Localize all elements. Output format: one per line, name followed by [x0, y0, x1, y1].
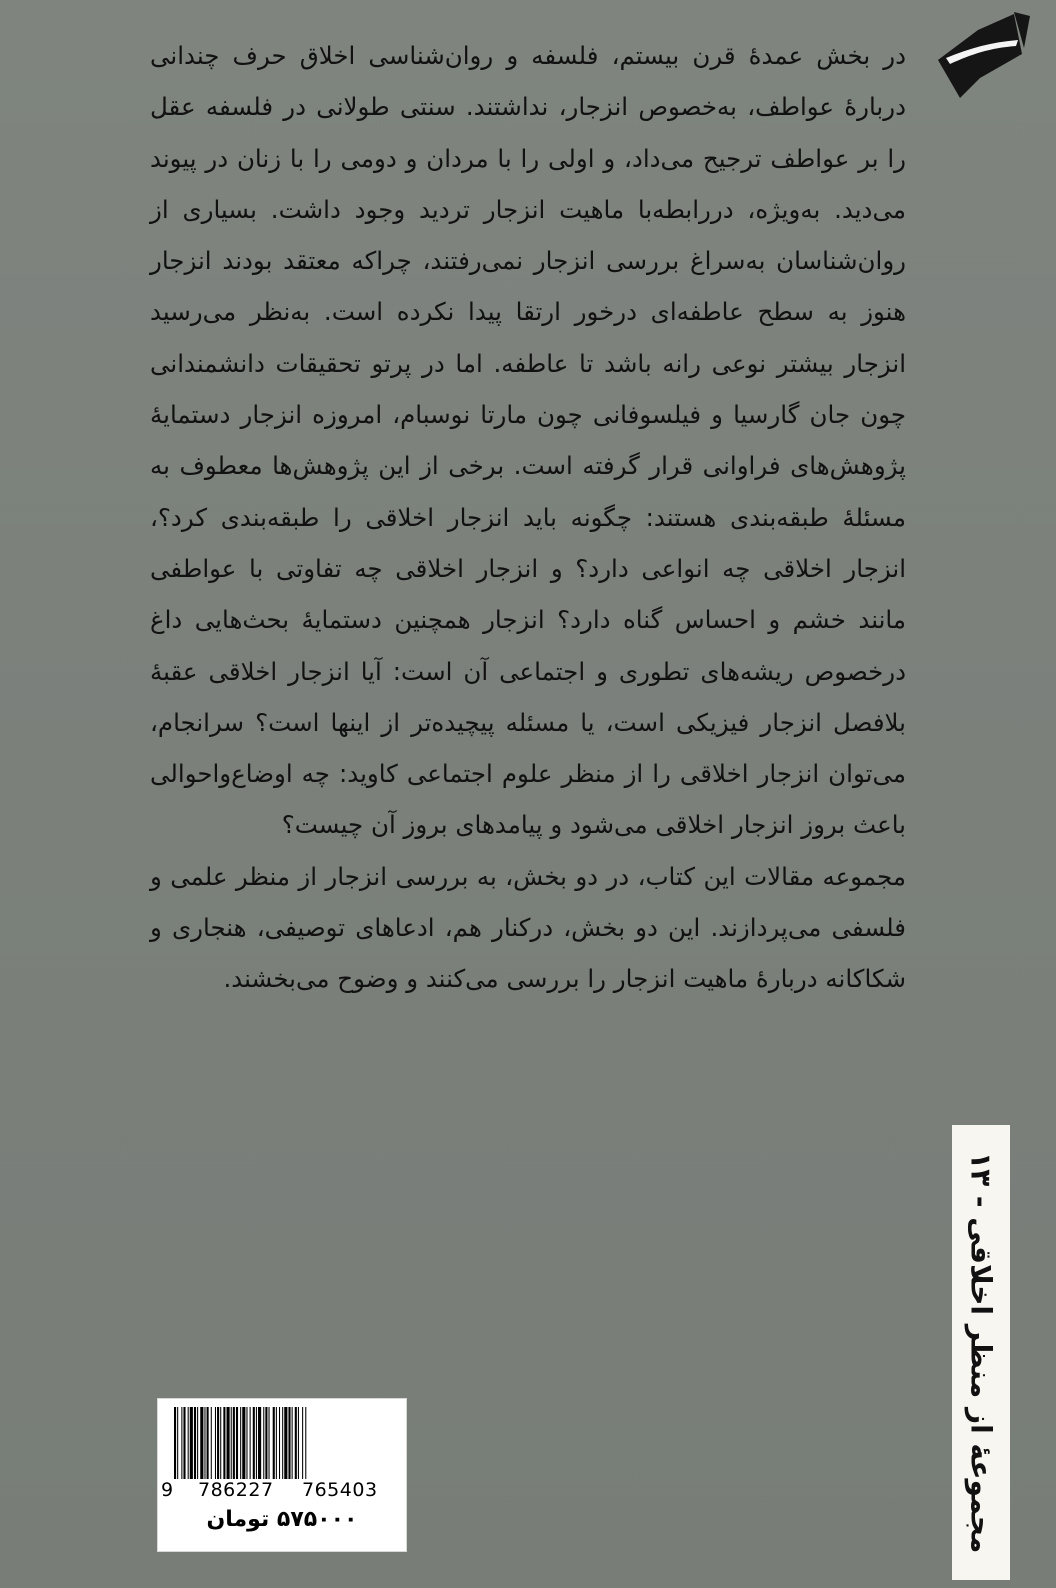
blurb-paragraph-1: در بخش عمدهٔ قرن بیستم، فلسفه و روان‌شناسی اخلاق حرف چندانی دربارهٔ عواطف، به‌خصوص انزجار، نداشتند. سنتی طولانی در فلسفه عقل را بر عواطف ترجیح می‌داد، و اولی را با مردان و دومی را با زنان در پیوند می‌دید. به‌ویژه، دررابطه‌با ماهیت انزجار تردید وجود داشت. بسیاری از روان‌شناسان به‌سراغ بررسی انزجار نمی‌رفتند، چراکه معتقد بودند انزجار هنوز به سطح عاطفه‌ای درخور ارتقا پیدا نکرده است. به‌نظر می‌رسید انزجار بیشتر نوعی رانه باشد تا عاطفه. اما در پرتو تحقیقات دانشمندانی چون جان گارسیا و فیلسوفانی چون مارتا نوسبام، امروزه انزجار دستمایهٔ پژوهش‌های فراوانی قرار گرفته است. برخی از این پژوهش‌ها معطوف به مسئلهٔ طبقه‌بندی هستند: چگونه باید انزجار اخلاقی را طبقه‌بندی کرد؟، انزجار اخلاقی چه انواعی دارد؟ و انزجار اخلاقی چه تفاوتی با عواطفی مانند خشم و احساس گناه دارد؟ انزجار همچنین دستمایهٔ بحث‌هایی داغ درخصوص ریشه‌های تطوری و اجتماعی آن است: آیا انزجار اخلاقی عقبهٔ بلافصل انزجار فیزیکی است، یا مسئله پیچیده‌تر از اینها است؟ سرانجام، می‌توان انزجار اخلاقی را از منظر علوم اجتماعی کاوید: چه اوضاع‌واحوالی باعث بروز انزجار اخلاقی می‌شود و پیامدهای بروز آن چیست؟ — [150, 41, 906, 840]
back-cover-blurb — [150, 30, 906, 1005]
isbn-group-2: 765403 — [302, 1479, 378, 1501]
series-title: مجموعهٔ از منظر اخلاقی - ۱۳ — [964, 1151, 998, 1554]
isbn-first-digit: 9 — [161, 1479, 174, 1501]
barcode-sticker — [157, 1398, 407, 1552]
price-label: ۵۷۵۰۰۰ تومان — [206, 1507, 358, 1532]
barcode-image — [174, 1407, 390, 1479]
series-label — [952, 1125, 1010, 1580]
publisher-logo-icon — [930, 8, 1030, 98]
isbn-group-1: 786227 — [198, 1479, 274, 1501]
blurb-paragraph-2: مجموعه مقالات این کتاب، در دو بخش، به بررسی انزجار از منظر علمی و فلسفی می‌پردازند. این دو بخش، درکنار هم، ادعاهای توصیفی، هنجاری و شکاکانه دربارهٔ ماهیت انزجار را بررسی می‌کنند و وضوح می‌بخشند. — [150, 861, 906, 994]
